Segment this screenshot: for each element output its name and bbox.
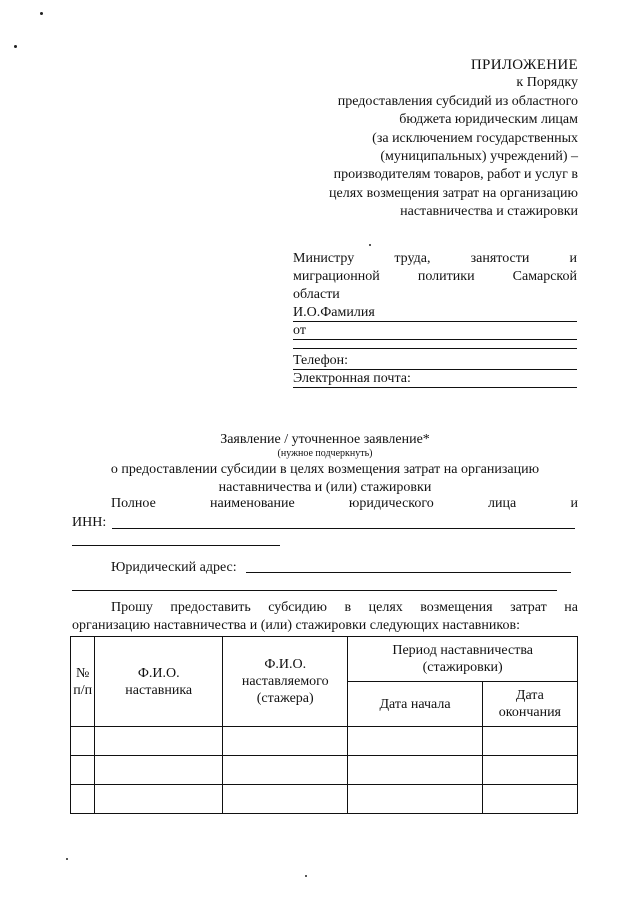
table-cell[interactable]: [71, 756, 95, 785]
table-row: [71, 727, 578, 756]
table-row: [71, 756, 578, 785]
minister-name-field[interactable]: И.О.Фамилия: [293, 304, 577, 322]
appendix-line: наставничества и стажировки: [400, 204, 578, 220]
fullname-label: Полное наименование юридического лица и: [111, 496, 578, 511]
form-note: (нужное подчеркнуть): [277, 448, 373, 459]
table-cell[interactable]: [95, 727, 223, 756]
scan-mark: [369, 244, 371, 246]
col-header-number: № п/п: [71, 637, 95, 727]
appendix-line: (за исключением государственных: [372, 130, 578, 146]
blank-line[interactable]: [293, 340, 577, 349]
from-field[interactable]: от: [293, 322, 577, 340]
fullname-continuation-line[interactable]: [72, 545, 280, 546]
appendix-title: ПРИЛОЖЕНИЕ: [470, 57, 578, 73]
table-cell[interactable]: [482, 727, 577, 756]
recipient-block: [293, 250, 577, 388]
table-cell[interactable]: [482, 785, 577, 814]
form-subject-line: о предоставлении субсидии в целях возмещения затрат на организацию: [110, 462, 540, 477]
col-header-end-date: Дата окончания: [482, 682, 577, 727]
appendix-line: бюджета юридическим лицам: [399, 112, 578, 128]
table-cell[interactable]: [348, 756, 482, 785]
inn-input-line[interactable]: [112, 528, 575, 529]
table-cell[interactable]: [223, 756, 348, 785]
appendix-line: производителям товаров, работ и услуг в: [333, 167, 578, 183]
scan-mark: [305, 875, 307, 877]
scan-mark: [40, 12, 43, 15]
recipient-line: области: [293, 287, 340, 302]
appendix-line: целях возмещения затрат на организацию: [329, 185, 578, 201]
scan-mark: [66, 858, 68, 860]
table-cell[interactable]: [95, 756, 223, 785]
table-row: [71, 785, 578, 814]
email-field[interactable]: Электронная почта:: [293, 370, 577, 388]
col-header-mentee: Ф.И.О. наставляемого (стажера): [223, 637, 348, 727]
appendix-line: к Порядку: [516, 75, 578, 91]
address-continuation-line[interactable]: [72, 590, 557, 591]
recipient-line: миграционной политики Самарской: [293, 269, 577, 284]
table-cell[interactable]: [348, 785, 482, 814]
appendix-line: (муниципальных) учреждений) –: [380, 149, 578, 165]
table-cell[interactable]: [348, 727, 482, 756]
address-input-line[interactable]: [246, 572, 571, 573]
address-label: Юридический адрес:: [111, 560, 237, 575]
recipient-line: Министру труда, занятости и: [293, 251, 577, 266]
table-cell[interactable]: [223, 727, 348, 756]
form-title: Заявление / уточненное заявление*: [220, 432, 430, 447]
col-header-mentor: Ф.И.О. наставника: [95, 637, 223, 727]
appendix-line: предоставления субсидий из областного: [337, 93, 578, 109]
table-cell[interactable]: [71, 727, 95, 756]
phone-field[interactable]: Телефон:: [293, 352, 577, 370]
table-cell[interactable]: [95, 785, 223, 814]
form-subject-line: наставничества и (или) стажировки: [218, 480, 432, 495]
scan-mark: [14, 45, 17, 48]
appendix-header: [248, 56, 578, 222]
request-line: Прошу предоставить субсидию в целях возмещения затрат на: [111, 600, 578, 615]
table-cell[interactable]: [71, 785, 95, 814]
inn-label: ИНН:: [72, 515, 107, 530]
request-line: организацию наставничества и (или) стажировки следующих наставников:: [72, 618, 520, 633]
table-cell[interactable]: [223, 785, 348, 814]
table-cell[interactable]: [482, 756, 577, 785]
col-header-start-date: Дата начала: [348, 682, 482, 727]
mentors-table: [70, 636, 578, 814]
col-header-period: Период наставничества (стажировки): [348, 637, 578, 682]
